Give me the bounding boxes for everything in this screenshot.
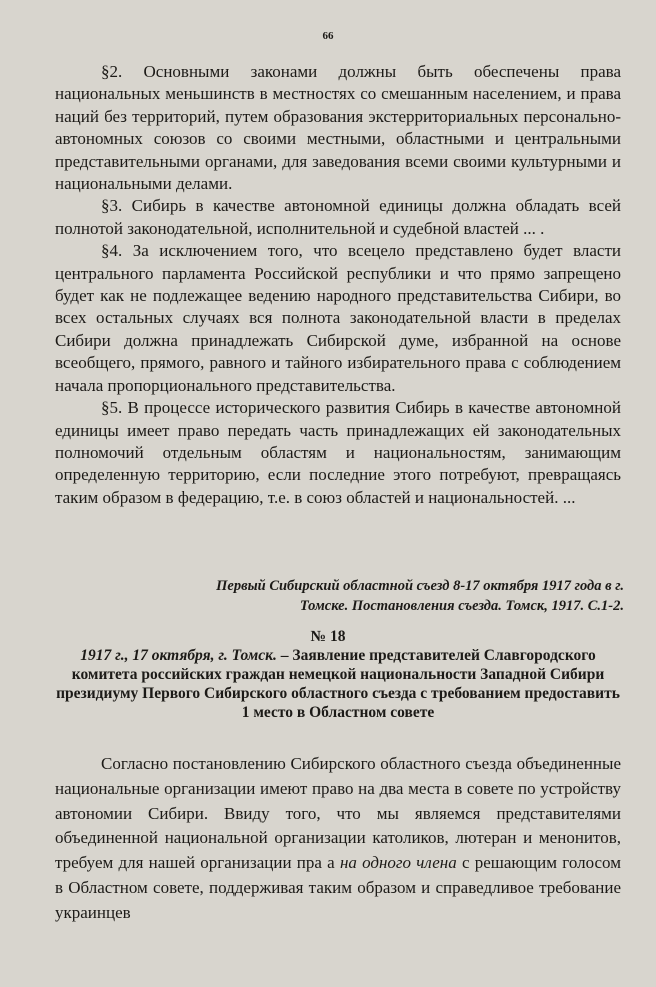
statement-emphasis: на одного члена <box>339 853 457 873</box>
resolution-text <box>55 61 621 509</box>
source-citation: Первый Сибирский областной съезд 8-17 октября 1917 года в г. Томске. Постановления съезда. Томск, 1917. С.1-2. <box>216 578 624 614</box>
heading-title: – Заявление представителей Славгородского комитета российских граждан немецкой национальности Западной Сибири президиуму Первого Сибирского областного съезда с требованием предоставить 1 место в Областном совете <box>56 647 620 721</box>
statement-part-2: с решающим голосом в Областном совете, поддерживая таким образом и справедливое требование украинцев <box>55 853 621 922</box>
paragraph-section-2: §2. Основными законами должны быть обеспечены права национальных меньшинств в местностях со смешанным населением, и права наций без территорий, путем образования экстерриториальных персонально-автономных союзов со своими местными, областными и центральными представительными органами, для заведования всеми своими культурными и национальными делами. <box>55 62 621 194</box>
statement-text <box>55 752 621 926</box>
document-number: № 18 <box>310 628 346 645</box>
heading-date: 1917 г., 17 октября, г. Томск. <box>80 647 277 664</box>
paragraph-section-3: §3. Сибирь в качестве автономной единицы должна обладать всей полнотой законодательной, исполнительной и судебной властей ... . <box>55 196 621 238</box>
page-number: 66 <box>322 30 334 42</box>
paragraph-section-5: §5. В процессе исторического развития Сибирь в качестве автономной единицы имеет право передать часть принадлежащих ей законодательных полномочий отдельным областям и национальностям, занимающим определенную территорию, если последние этого потребуют, превращаясь таким образом в федерацию, т.е. в союз областей и национальностей. ... <box>55 398 621 507</box>
statement-paragraph <box>55 752 621 926</box>
statement-part-1: Согласно постановлению Сибирского областного съезда объединенные национальные организации имеют право на два места в совете по устройству автономии Сибири. Ввиду того, что мы являемся представителями объединенной национальной организации католиков, лютеран и менонитов, требуем для нашей организации пра а <box>55 754 621 873</box>
paragraph-section-4: §4. За исключением того, что всецело представлено будет власти центрального парламента Российской республики и что прямо запрещено будет как не подлежащее ведению народного представительства Сибири, во всех остальных случаях вся полнота законодательной власти в пределах Сибири должна принадлежать Сибирской думе, избранной на основе всеобщего, прямого, равного и тайного избирательного права с соблюдением начала пропорционального представительства. <box>55 241 621 395</box>
document-heading <box>55 646 621 722</box>
